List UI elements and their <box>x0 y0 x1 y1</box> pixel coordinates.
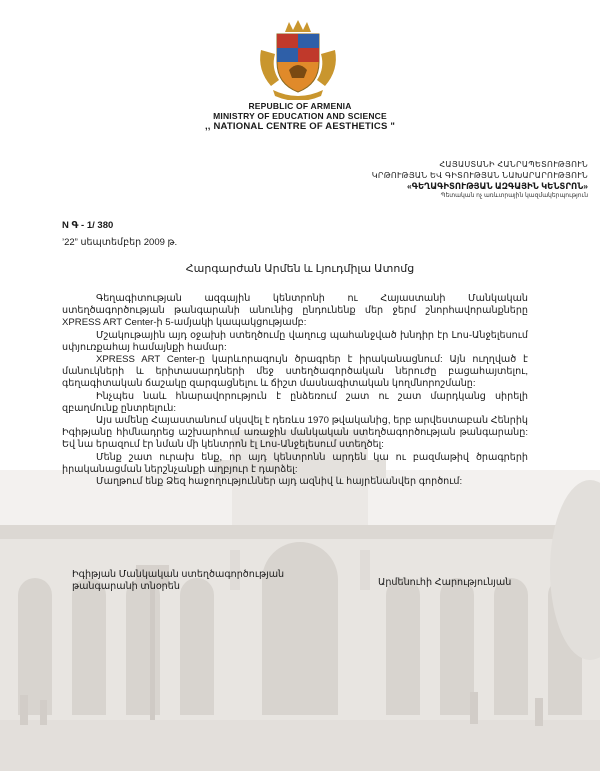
letterhead-ministry: MINISTRY OF EDUCATION AND SCIENCE <box>213 111 387 121</box>
signatory-title-line1: Իգիթյան Մանկական ստեղծագործության <box>72 569 285 580</box>
body-paragraph: XPRESS ART Center-ը կարևորագույն ծրագրեր է իրականացնում: Այն ուղղված է մանուկների և երիտասարդների մեջ ստեղծագործական ներուժը բացահայտելու, գեղագիտական ճաշակը զարգացնելու և ճիշտ մասնագիտական կողմնորոշմանը: <box>62 354 528 390</box>
armenian-letterhead <box>258 160 588 200</box>
letterhead-centre: ,, NATIONAL CENTRE OF AESTHETICS " <box>204 121 396 132</box>
body-paragraph: Ինչպես նաև հնարավորություն է ընձեռում շատ ու շատ մարդկանց սիրելի զբաղմունք ընտրելուն: <box>62 390 528 414</box>
body-paragraph: Մաղթում ենք Ձեզ հաջողություններ այդ ազնիվ և հայրենանվեր գործում: <box>96 476 463 488</box>
signatory-name: Արմենուհի Հարությունյան <box>378 577 512 588</box>
body-paragraph: Գեղագիտության ազգային կենտրոնի ու Հայաստանի Մանկական ստեղծագործության թանգարանի անունից ընդունենք մեր ջերմ շնորհավորանքները XPRESS ART Center-ի 5-ամյակի կապակցությամբ: <box>62 293 528 329</box>
english-letterhead <box>0 101 600 132</box>
letterhead-am-country: ՀԱՅԱՍՏԱՆԻ ՀԱՆՐԱՊԵՏՈՒԹՅՈՒՆ <box>439 160 588 169</box>
letterhead-am-org-type: Պետական ոչ առևտրային կազմակերպություն <box>440 192 588 199</box>
letterhead-am-ministry: ԿՐԹՈՒԹՅԱՆ ԵՎ ԳԻՏՈՒԹՅԱՆ ՆԱԽԱՐԱՐՈՒԹՅՈՒՆ <box>371 170 588 180</box>
body-paragraph: Այս ամենը Հայաստանում սկսվել է դեռևս 1970 թվականից, երբ արվեստաբան Հենրիկ Իգիթյանը հիմնադրեց աշխարհում առաջին մանկական ստեղծագործության թանգարանը: Եվ նա երազում էր նման մի կենտրոն էլ Լոս-Անջելեսում ստեղծել: <box>62 415 528 451</box>
body-paragraph: Մենք շատ ուրախ ենք, որ այդ կենտրոնն արդեն կա ու բազմաթիվ ծրագրերի իրականացման ներշնչանքի աղբյուր է դարձել: <box>62 451 528 475</box>
letter-date-day: ’22” <box>62 237 78 248</box>
coat-of-arms-icon <box>255 20 341 100</box>
letter-body <box>62 293 528 488</box>
salutation: Հարգարժան Արմեն և Լյուդմիլա Ատոմց <box>185 263 415 275</box>
signatory-title <box>72 569 284 593</box>
reference-number: N Գ - 1/ 380 <box>62 220 114 231</box>
signatory-title-line2: թանգարանի տնօրեն <box>72 581 180 593</box>
letterhead-am-centre: «ԳԵՂԱԳԻՏՈՒԹՅԱՆ ԱԶԳԱՅԻՆ ԿԵՆՏՐՈՆ» <box>407 181 588 191</box>
letter-date-rest: սեպտեմբեր 2009 թ. <box>80 237 178 248</box>
body-paragraph: Մշակութային այդ օջախի ստեղծումը վաղուց պահանջված խնդիր էր Լոս-Անջելեսում սփյուռքահայ համայնքի համար: <box>62 329 528 353</box>
letterhead-country: REPUBLIC OF ARMENIA <box>248 101 352 111</box>
letter-date <box>62 237 177 248</box>
